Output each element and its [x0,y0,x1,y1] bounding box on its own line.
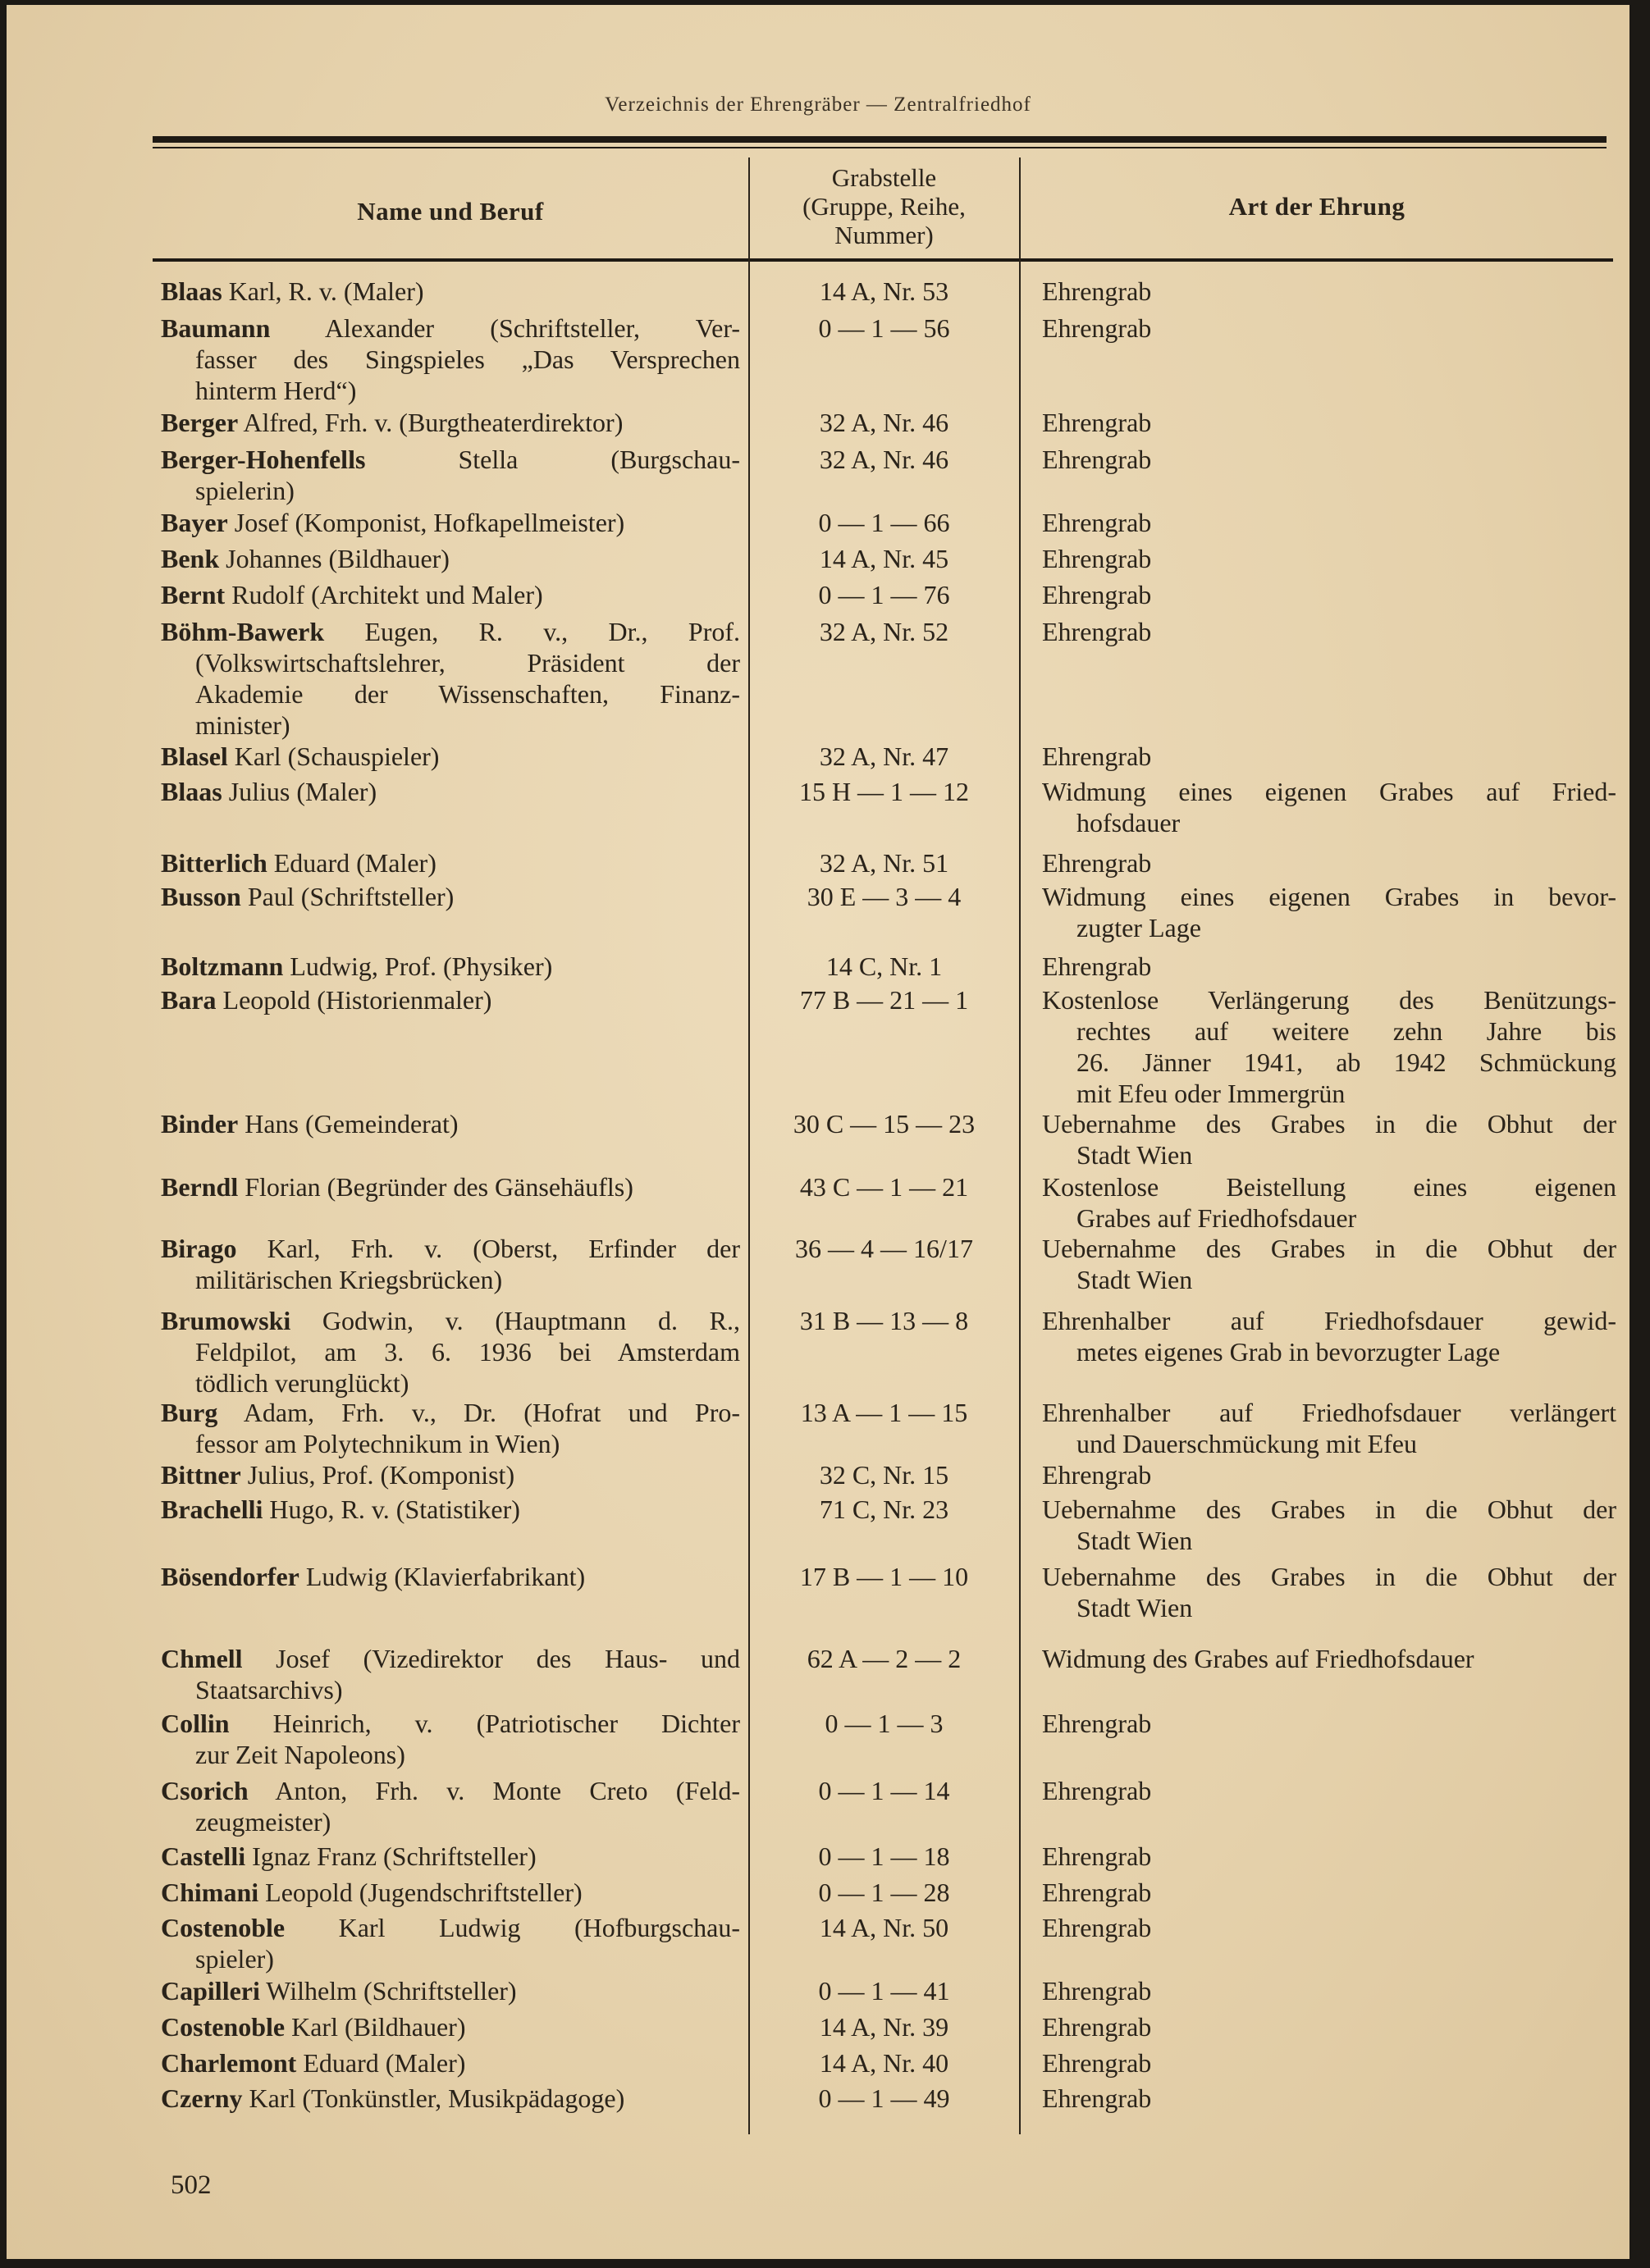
name-line: Blaas Julius (Maler) [161,777,377,806]
art-line: Stadt Wien [1076,1265,1193,1294]
surname: Csorich [161,1776,249,1805]
name-line: fasser des Singspieles „Das Versprechen [195,345,740,374]
art-line: Ehrengrab [1042,617,1152,646]
surname: Blaas [161,777,222,806]
art-line: Ehrengrab [1042,1709,1152,1738]
name-line: Bara Leopold (Historienmaler) [161,985,492,1015]
grabstelle-cell: 0 — 1 — 18 [818,1841,950,1871]
art-line: Ehrengrab [1042,580,1152,609]
art-der-ehrung-cell [1042,1877,1616,1908]
art-line: Ehrengrab [1042,2083,1152,2113]
name-line: Feldpilot, am 3. 6. 1936 bei Amsterdam [195,1337,740,1367]
grabstelle-cell: 14 A, Nr. 53 [819,276,949,306]
art-der-ehrung-cell [1042,507,1616,538]
name-line: Bösendorfer Ludwig (Klavierfabrikant) [161,1562,586,1591]
art-der-ehrung-cell [1042,1233,1616,1295]
name-line: (Volkswirtschaftslehrer, Präsident der [195,648,740,678]
grabstelle-cell: 0 — 1 — 28 [818,1878,950,1907]
name-cell [161,579,740,610]
art-line: Ehrengrab [1042,1878,1152,1907]
name-cell [161,847,740,878]
grabstelle-cell: 14 A, Nr. 45 [819,544,949,573]
grabstelle-cell: 13 A — 1 — 15 [800,1398,968,1427]
art-der-ehrung-cell [1042,881,1616,943]
art-line: Ehrengrab [1042,742,1152,771]
art-line: Ehrengrab [1042,1776,1152,1805]
art-line: zugter Lage [1076,913,1201,942]
grabstelle-cell: 43 C — 1 — 21 [799,1172,969,1202]
name-cell [161,1912,740,1974]
art-der-ehrung-cell [1042,543,1616,574]
art-line: Widmung des Grabes auf Friedhofsdauer [1042,1644,1474,1673]
art-der-ehrung-cell [1042,2047,1616,2079]
name-line: spieler) [195,1944,274,1974]
art-der-ehrung-cell [1042,407,1616,438]
art-line: mit Efeu oder Immergrün [1076,1079,1346,1108]
name-line: Capilleri Wilhelm (Schriftsteller) [161,1976,517,2006]
art-line: Uebernahme des Grabes in die Obhut der [1042,1234,1616,1263]
name-line: Charlemont Eduard (Maler) [161,2048,466,2078]
surname: Busson [161,882,241,911]
name-cell [161,2047,740,2079]
name-line: Czerny Karl (Tonkünstler, Musikpädagoge) [161,2083,625,2113]
name-line: spielerin) [195,476,295,505]
grabstelle-header-line: Nummer) [834,221,934,249]
grabstelle-cell: 14 A, Nr. 50 [819,1913,949,1942]
name-cell [161,1305,740,1399]
name-cell [161,776,740,807]
name-line: Berndl Florian (Begründer des Gänsehäufls) [161,1172,633,1202]
name-cell [161,407,740,438]
surname: Binder [161,1109,239,1139]
register-table [7,5,1629,2259]
art-der-ehrung-cell [1042,1912,1616,1943]
art-line: Uebernahme des Grabes in die Obhut der [1042,1109,1616,1139]
art-line: Ehrengrab [1042,508,1152,537]
surname: Böhm-Bawerk [161,617,325,646]
name-line: Staatsarchivs) [195,1675,343,1704]
name-cell [161,276,740,307]
art-line: Stadt Wien [1076,1140,1193,1170]
name-cell [161,543,740,574]
art-line: und Dauerschmückung mit Efeu [1076,1429,1417,1458]
surname: Bayer [161,508,228,537]
art-der-ehrung-cell [1042,2011,1616,2042]
grabstelle-cell: 77 B — 21 — 1 [799,985,969,1015]
name-line: tödlich verunglückt) [195,1368,409,1398]
art-line: Ehrengrab [1042,2012,1152,2042]
name-cell [161,1775,740,1837]
grabstelle-cell: 15 H — 1 — 12 [798,777,970,806]
name-cell [161,616,740,741]
grabstelle-cell: 14 C, Nr. 1 [825,951,943,981]
art-line: Ehrengrab [1042,276,1152,306]
art-der-ehrung-cell [1042,1397,1616,1459]
name-cell [161,741,740,772]
grabstelle-cell: 14 A, Nr. 39 [819,2012,949,2042]
art-line: Uebernahme des Grabes in die Obhut der [1042,1495,1616,1524]
surname: Blaas [161,276,222,306]
grabstelle-cell: 32 A, Nr. 51 [819,848,949,878]
page-number: 502 [171,2170,212,2200]
grabstelle-cell: 0 — 1 — 56 [818,313,950,343]
surname: Costenoble [161,2012,286,2042]
art-line: Ehrenhalber auf Friedhofsdauer verlängert [1042,1398,1616,1427]
art-line: Widmung eines eigenen Grabes auf Fried- [1042,777,1616,806]
art-der-ehrung-cell [1042,1459,1616,1490]
grabstelle-cell: 32 A, Nr. 47 [819,742,949,771]
name-line: Bittner Julius, Prof. (Komponist) [161,1460,515,1490]
name-cell [161,951,740,982]
surname: Czerny [161,2083,243,2113]
art-der-ehrung-cell [1042,2083,1616,2114]
name-cell [161,1397,740,1459]
document-page [7,5,1629,2259]
name-line: zeugmeister) [195,1807,331,1837]
art-line: Ehrengrab [1042,951,1152,981]
art-der-ehrung-cell [1042,1975,1616,2006]
name-line: Berger Alfred, Frh. v. (Burgtheaterdirektor) [161,408,624,437]
name-line: Benk Johannes (Bildhauer) [161,544,450,573]
grabstelle-cell: 0 — 1 — 49 [818,2083,950,2113]
grabstelle-cell: 0 — 1 — 14 [818,1776,950,1805]
name-line: minister) [195,710,290,740]
name-cell [161,1643,740,1705]
name-line: Costenoble Karl Ludwig (Hofburgschau- [161,1913,740,1942]
art-line: Uebernahme des Grabes in die Obhut der [1042,1562,1616,1591]
art-line: Ehrengrab [1042,313,1152,343]
art-line: Widmung eines eigenen Grabes in bevor- [1042,882,1616,911]
art-line: Ehrengrab [1042,445,1152,474]
surname: Boltzmann [161,951,284,981]
art-der-ehrung-cell [1042,1171,1616,1234]
art-der-ehrung-cell [1042,1305,1616,1367]
art-line: Kostenlose Verlängerung des Benützungs- [1042,985,1616,1015]
name-line: Collin Heinrich, v. (Patriotischer Dichter [161,1709,740,1738]
art-line: Ehrengrab [1042,544,1152,573]
surname: Bittner [161,1460,241,1490]
name-cell [161,1561,740,1592]
art-line: Ehrengrab [1042,1976,1152,2006]
name-cell [161,1108,740,1139]
art-der-ehrung-cell [1042,1561,1616,1623]
name-cell [161,1171,740,1202]
grabstelle-cell: 0 — 1 — 66 [818,508,950,537]
column-header-art: Art der Ehrung [1228,192,1405,221]
art-line: Ehrengrab [1042,1913,1152,1942]
grabstelle-cell: 62 A — 2 — 2 [807,1644,962,1673]
art-line: Ehrengrab [1042,2048,1152,2078]
surname: Blasel [161,742,228,771]
name-line: Blasel Karl (Schauspieler) [161,742,440,771]
name-cell [161,984,740,1015]
art-line: metes eigenes Grab in bevorzugter Lage [1076,1337,1501,1367]
grabstelle-cell: 30 C — 15 — 23 [793,1109,976,1139]
surname: Bitterlich [161,848,267,878]
art-line: Ehrengrab [1042,1841,1152,1871]
name-line: Burg Adam, Frh. v., Dr. (Hofrat und Pro- [161,1398,740,1427]
name-line: Akademie der Wissenschaften, Finanz- [195,679,740,709]
name-line: Blaas Karl, R. v. (Maler) [161,276,424,306]
grabstelle-cell: 0 — 1 — 41 [818,1976,950,2006]
name-line: Berger-Hohenfells Stella (Burgschau- [161,445,740,474]
surname: Benk [161,544,220,573]
surname: Costenoble [161,1913,286,1942]
name-line: Bayer Josef (Komponist, Hofkapellmeister) [161,508,625,537]
grabstelle-header-line: Grabstelle [831,163,937,192]
name-cell [161,444,740,506]
art-der-ehrung-cell [1042,741,1616,772]
art-der-ehrung-cell [1042,984,1616,1109]
art-line: Stadt Wien [1076,1526,1193,1555]
name-line: fessor am Polytechnikum in Wien) [195,1429,560,1458]
running-head: Verzeichnis der Ehrengräber — Zentralfriedhof [605,94,1031,116]
name-cell [161,1975,740,2006]
name-line: Baumann Alexander (Schriftsteller, Ver- [161,313,740,343]
name-line: zur Zeit Napoleons) [195,1740,405,1769]
name-line: Chimani Leopold (Jugendschriftsteller) [161,1878,583,1907]
name-cell [161,2011,740,2042]
art-der-ehrung-cell [1042,1841,1616,1872]
art-der-ehrung-cell [1042,276,1616,307]
name-cell [161,1877,740,1908]
art-line: Stadt Wien [1076,1593,1193,1622]
surname: Birago [161,1234,237,1263]
surname: Berger-Hohenfells [161,445,366,474]
name-line: Bitterlich Eduard (Maler) [161,848,436,878]
surname: Baumann [161,313,271,343]
grabstelle-cell: 32 A, Nr. 46 [819,408,949,437]
art-der-ehrung-cell [1042,1708,1616,1739]
grabstelle-cell: 0 — 1 — 76 [818,580,950,609]
name-line: Birago Karl, Frh. v. (Oberst, Erfinder der [161,1234,740,1263]
grabstelle-cell: 32 A, Nr. 52 [819,617,949,646]
name-cell [161,1708,740,1770]
art-der-ehrung-cell [1042,951,1616,982]
name-line: Bernt Rudolf (Architekt und Maler) [161,580,543,609]
grabstelle-cell: 71 C, Nr. 23 [819,1495,949,1524]
art-der-ehrung-cell [1042,1108,1616,1171]
name-cell [161,1494,740,1525]
name-line: Brumowski Godwin, v. (Hauptmann d. R., [161,1306,740,1335]
name-line: Binder Hans (Gemeinderat) [161,1109,459,1139]
surname: Berndl [161,1172,239,1202]
grabstelle-cell: 14 A, Nr. 40 [819,2048,949,2078]
art-der-ehrung-cell [1042,1643,1616,1674]
surname: Charlemont [161,2048,297,2078]
surname: Chmell [161,1644,243,1673]
name-line: Böhm-Bawerk Eugen, R. v., Dr., Prof. [161,617,740,646]
art-line: Ehrengrab [1042,1460,1152,1490]
name-line: hinterm Herd“) [195,376,357,405]
art-der-ehrung-cell [1042,579,1616,610]
art-line: rechtes auf weitere zehn Jahre bis [1076,1016,1616,1046]
name-line: Busson Paul (Schriftsteller) [161,882,455,911]
name-cell [161,2083,740,2114]
art-line: Ehrengrab [1042,408,1152,437]
name-line: Brachelli Hugo, R. v. (Statistiker) [161,1495,520,1524]
surname: Capilleri [161,1976,260,2006]
grabstelle-cell: 31 B — 13 — 8 [799,1306,969,1335]
surname: Berger [161,408,239,437]
surname: Bara [161,985,217,1015]
surname: Castelli [161,1841,246,1871]
art-line: Kostenlose Beistellung eines eigenen [1042,1172,1616,1202]
grabstelle-header-line: (Gruppe, Reihe, [802,192,966,221]
art-line: Grabes auf Friedhofsdauer [1076,1203,1357,1233]
surname: Brachelli [161,1495,263,1524]
name-line: militärischen Kriegsbrücken) [195,1265,503,1294]
art-line: Ehrenhalber auf Friedhofsdauer gewid- [1042,1306,1616,1335]
column-header-name: Name und Beruf [357,197,544,226]
art-line: hofsdauer [1076,808,1181,837]
art-der-ehrung-cell [1042,847,1616,878]
grabstelle-cell: 17 B — 1 — 10 [799,1562,969,1591]
name-line: Costenoble Karl (Bildhauer) [161,2012,466,2042]
art-der-ehrung-cell [1042,776,1616,838]
surname: Collin [161,1709,230,1738]
name-line: Boltzmann Ludwig, Prof. (Physiker) [161,951,553,981]
grabstelle-cell: 30 E — 3 — 4 [807,882,962,911]
name-cell [161,1841,740,1872]
name-line: Csorich Anton, Frh. v. Monte Creto (Feld- [161,1776,740,1805]
grabstelle-cell: 32 C, Nr. 15 [819,1460,949,1490]
art-der-ehrung-cell [1042,616,1616,647]
surname: Chimani [161,1878,259,1907]
name-cell [161,507,740,538]
name-cell [161,313,740,406]
name-cell [161,1459,740,1490]
art-der-ehrung-cell [1042,1494,1616,1556]
surname: Brumowski [161,1306,291,1335]
grabstelle-cell: 0 — 1 — 3 [825,1709,944,1738]
name-cell [161,881,740,912]
art-der-ehrung-cell [1042,313,1616,344]
surname: Bernt [161,580,226,609]
art-line: 26. Jänner 1941, ab 1942 Schmückung [1076,1047,1616,1077]
name-cell [161,1233,740,1295]
art-der-ehrung-cell [1042,444,1616,475]
art-der-ehrung-cell [1042,1775,1616,1806]
grabstelle-cell: 36 — 4 — 16/17 [795,1234,973,1263]
name-line: Castelli Ignaz Franz (Schriftsteller) [161,1841,537,1871]
grabstelle-cell: 32 A, Nr. 46 [819,445,949,474]
art-line: Ehrengrab [1042,848,1152,878]
name-line: Chmell Josef (Vizedirektor des Haus- und [161,1644,740,1673]
surname: Bösendorfer [161,1562,299,1591]
surname: Burg [161,1398,218,1427]
